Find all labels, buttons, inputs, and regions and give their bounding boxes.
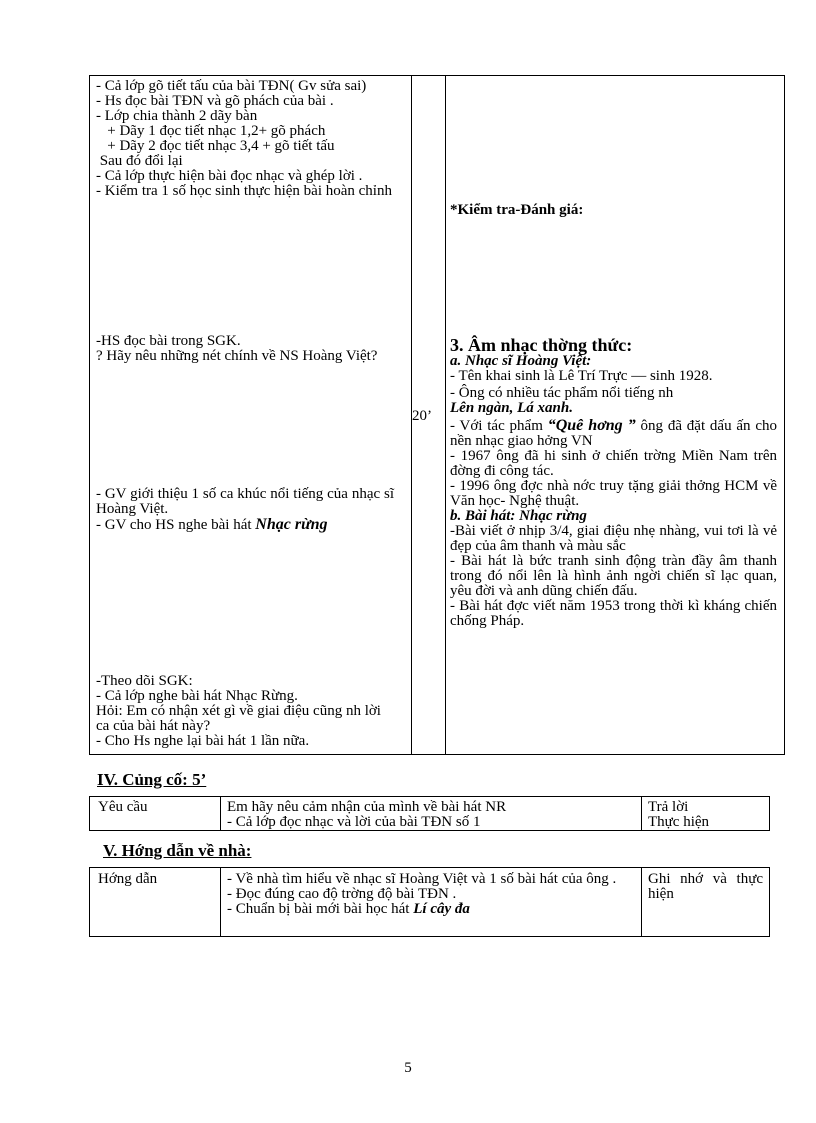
content-line: - Tên khai sinh là Lê Trí Trực — sinh 1928. [450, 368, 713, 384]
activity-line: + Dãy 1 đọc tiết nhạc 1,2+ gõ phách [96, 123, 326, 139]
content-line: - Cả lớp đọc nhạc và lời của bài TĐN số 1 [227, 814, 481, 830]
song-title: Nhạc rừng [255, 516, 328, 533]
activity-block-listening [96, 487, 394, 533]
guidance-label: Hớng dẫn [98, 871, 158, 887]
activity-line: - Lớp chia thành 2 dãy bàn [96, 108, 258, 124]
activity-block-practice [96, 79, 394, 199]
lesson-table [89, 75, 785, 755]
consolidation-content [227, 800, 637, 830]
content-line: - Bài hát là bức tranh sinh động tràn đầy âm thanh trong đó nổi lên là hình ảnh ngời chiến sĩ lạc quan, yêu đời và anh dũng chiến đấu. [450, 553, 777, 599]
time-cell: 20’ [412, 408, 432, 424]
song-title: Lí cây đa [413, 901, 470, 917]
activity-line: Sau đó đổi lại [96, 153, 183, 169]
assessment-label: *Kiểm tra-Đánh giá: [450, 202, 584, 218]
activity-line: Hỏi: Em có nhận xét gì về giai điệu cũng nh lời ca của bài hát này? [96, 703, 381, 734]
content-line: Thực hiện [648, 814, 710, 830]
content-line: -Bài viết ở nhịp 3/4, giai điệu nhẹ nhàng, vui tơi là vẻ đẹp của âm thanh và màu sắc [450, 523, 777, 554]
music-knowledge-section [450, 336, 777, 629]
content-line [450, 418, 777, 449]
content-text: - Chuẩn bị bài mới bài học hát [227, 901, 414, 917]
activity-line: ? Hãy nêu những nét chính về NS Hoàng Việt? [96, 348, 378, 364]
requirement-label: Yêu cầu [98, 799, 148, 815]
column-divider [220, 797, 221, 830]
activity-line: + Dãy 2 đọc tiết nhạc 3,4 + gõ tiết tấu [96, 138, 335, 154]
column-divider [220, 868, 221, 936]
activity-line: - Cho Hs nghe lại bài hát 1 lần nữa. [96, 733, 310, 749]
homework-content [227, 872, 632, 917]
homework-table [89, 867, 770, 937]
column-divider [445, 76, 446, 754]
activity-block-review [96, 674, 394, 749]
activity-text: - GV cho HS nghe bài hát [96, 517, 256, 533]
section-heading-homework: V. Hớng dẫn về nhà: [103, 841, 252, 860]
activity-line: - Cả lớp gõ tiết tấu của bài TĐN( Gv sửa sai) [96, 78, 367, 94]
content-text: - Với tác phẩm [450, 418, 548, 434]
homework-result: Ghi nhớ và thực hiện [648, 871, 763, 902]
content-line [227, 902, 632, 917]
activity-line: - Kiểm tra 1 số học sinh thực hiện bài hoàn chỉnh [96, 183, 392, 199]
activity-line: -Theo dõi SGK: [96, 673, 193, 689]
activity-line: -HS đọc bài trong SGK. [96, 333, 241, 349]
content-line: - 1967 ông đã hi sinh ở chiến trờng Miền Nam trên đờng đi công tác. [450, 448, 777, 479]
consolidation-table [89, 796, 770, 831]
column-divider [641, 797, 642, 830]
activity-line: - Cả lớp nghe bài hát Nhạc Rừng. [96, 688, 298, 704]
activity-line: - Cả lớp thực hiện bài đọc nhạc và ghép lời . [96, 168, 363, 184]
activity-line: - Hs đọc bài TĐN và gõ phách của bài . [96, 93, 334, 109]
activity-line: - GV giới thiệu 1 số ca khúc nổi tiếng của nhạc sĩ Hoàng Việt. [96, 486, 394, 517]
content-line: - 1996 ông đợc nhà nớc truy tặng giải thởng HCM về Văn học- Nghệ thuật. [450, 478, 777, 509]
works-list: Lên ngàn, Lá xanh. [450, 400, 573, 416]
content-line: - Bài hát đợc viết năm 1953 trong thời kì kháng chiến chống Pháp. [450, 598, 777, 629]
subsection-title: a. Nhạc sĩ Hoàng Việt: [450, 353, 592, 369]
consolidation-result [648, 800, 709, 830]
subsection-title: b. Bài hát: Nhạc rừng [450, 508, 587, 524]
page-number: 5 [404, 1060, 412, 1076]
content-line: - Về nhà tìm hiểu về nhạc sĩ Hoàng Việt và 1 số bài hát của ông . [227, 871, 617, 887]
content-line: - Đọc đúng cao độ trờng độ bài TĐN . [227, 886, 457, 902]
content-line: - Ông có nhiều tác phẩm nổi tiếng nh [450, 385, 674, 401]
section-title: 3. Âm nhạc thờng thức: [450, 335, 633, 355]
section-heading-consolidation: IV. Củng cố: 5’ [97, 770, 207, 789]
content-line: Trả lời [648, 799, 689, 815]
column-divider [641, 868, 642, 936]
activity-line [96, 517, 394, 533]
activity-block-reading [96, 334, 394, 364]
content-line: Em hãy nêu cảm nhận của mình về bài hát NR [227, 799, 507, 815]
song-title: “Quê hơng ” [547, 417, 636, 434]
content-text: ông đã đặt dấu ấn cho nền nhạc giao hởng VN [450, 418, 778, 449]
